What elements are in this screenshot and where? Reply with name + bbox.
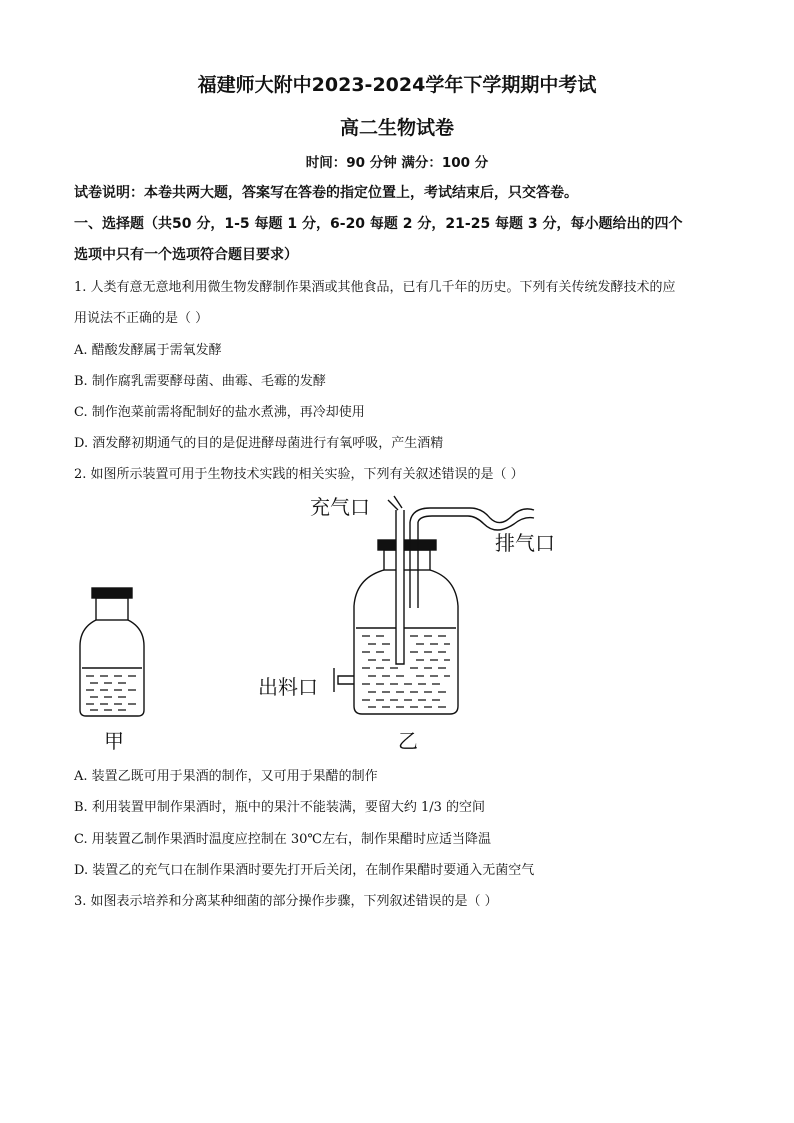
exam-title: 福建师大附中2023-2024学年下学期期中考试	[197, 74, 597, 96]
inlet-tube	[396, 510, 404, 664]
section1-heading-line2: 选项中只有一个选项符合题目要求）	[74, 247, 298, 263]
label-outlet: 出料口	[258, 675, 318, 699]
q2-option-a: A. 装置乙既可用于果酒的制作，又可用于果醋的制作	[74, 769, 378, 784]
bottle-jia-liquid-dashes	[86, 676, 136, 710]
exam-subtitle: 高二生物试卷	[339, 117, 454, 139]
bottle-jia	[80, 588, 144, 716]
bottle-jia-cap	[92, 588, 132, 598]
q2-option-c: C. 用装置乙制作果酒时温度应控制在 30℃左右，制作果醋时应适当降温	[74, 832, 491, 847]
label-jia: 甲	[104, 729, 124, 753]
exhaust-hose-inner	[418, 516, 534, 530]
bottle-yi-neck	[384, 550, 430, 570]
q1-option-a: A. 醋酸发酵属于需氧发酵	[74, 343, 222, 358]
outlet-spout	[338, 676, 354, 684]
bottle-yi-liquid-dashes	[362, 636, 450, 707]
section1-heading-line1: 一、选择题（共50 分，1-5 每题 1 分，6-20 每题 2 分，21-25 每题 3 分，每小题给出的四个	[74, 216, 683, 232]
exam-time-score: 时间：90 分钟 满分：100 分	[305, 155, 489, 171]
q1-stem-line1: 1. 人类有意无意地利用微生物发酵制作果酒或其他食品，已有几千年的历史。下列有关传统发酵技术的应	[74, 280, 676, 295]
label-yi: 乙	[398, 729, 418, 753]
exhaust-tube	[410, 522, 418, 608]
inlet-clamp	[388, 496, 402, 510]
label-inlet: 充气口	[310, 495, 370, 519]
q2-option-d: D. 装置乙的充气口在制作果酒时要先打开后关闭，在制作果醋时要通入无菌空气	[74, 863, 535, 878]
q1-option-c: C. 制作泡菜前需将配制好的盐水煮沸，再冷却使用	[74, 405, 365, 420]
bottle-jia-neck	[96, 598, 128, 620]
q2-stem: 2. 如图所示装置可用于生物技术实践的相关实验，下列有关叙述错误的是（ ）	[74, 467, 524, 482]
q1-option-d: D. 酒发酵初期通气的目的是促进酵母菌进行有氧呼吸，产生酒精	[74, 436, 444, 451]
bottle-yi	[334, 496, 534, 714]
q2-option-b: B. 利用装置甲制作果酒时，瓶中的果汁不能装满，要留大约 1/3 的空间	[74, 800, 486, 815]
q3-stem: 3. 如图表示培养和分离某种细菌的部分操作步骤，下列叙述错误的是（ ）	[74, 894, 498, 909]
q1-stem-line2: 用说法不正确的是（ ）	[74, 311, 209, 326]
q2-apparatus-figure	[0, 488, 794, 758]
exhaust-hose-outer	[410, 508, 534, 523]
q1-option-b: B. 制作腐乳需要酵母菌、曲霉、毛霉的发酵	[74, 374, 326, 389]
bottle-yi-stopper-top	[378, 540, 436, 550]
label-exhaust: 排气口	[495, 531, 555, 555]
exam-instructions: 试卷说明：本卷共两大题，答案写在答卷的指定位置上，考试结束后，只交答卷。	[74, 185, 578, 201]
